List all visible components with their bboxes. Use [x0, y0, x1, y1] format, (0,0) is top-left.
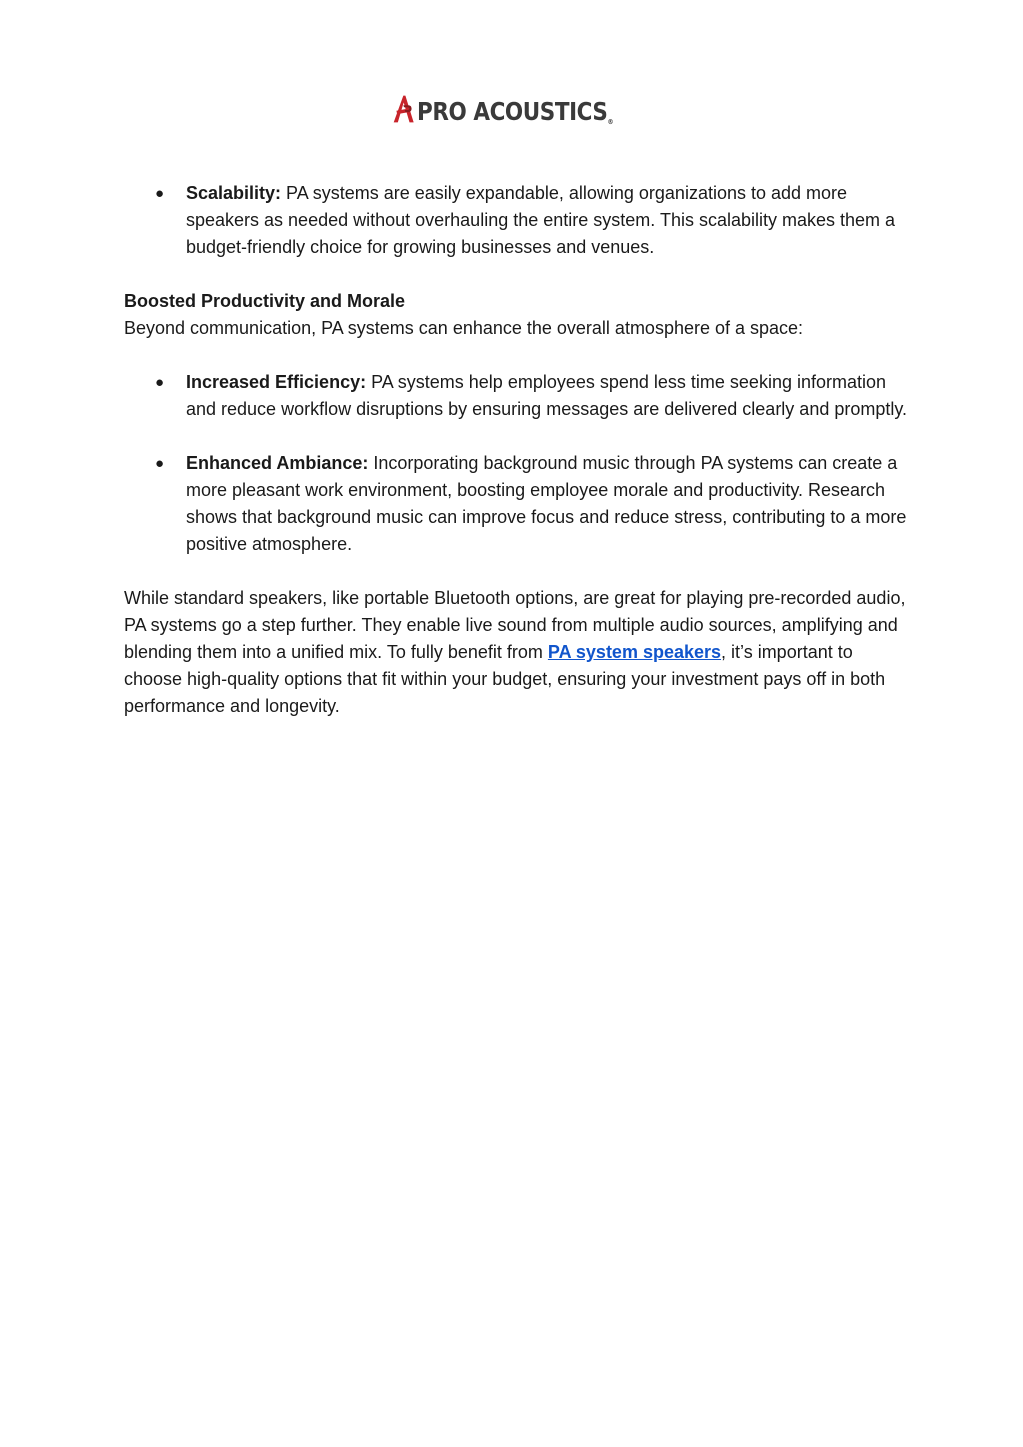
bullet-list-top: [124, 180, 914, 261]
bullet-icon: ●: [155, 374, 165, 391]
closing-text-before-link: While standard speakers, like portable Bluetooth options, are great for playing pre-recorded audio, PA systems go a step further. They enable live sound from multiple audio sources, amplifying and blending them into a unified mix. To fully benefit from: [124, 588, 906, 662]
list-item-text: PA systems are easily expandable, allowing organizations to add more speakers as needed without overhauling the entire system. This scalability makes them a budget-friendly choice for growing businesses and venues.: [186, 183, 896, 257]
list-item-label: Increased Efficiency:: [186, 372, 367, 392]
bullet-icon: ●: [155, 185, 165, 202]
document-body: [124, 180, 914, 720]
section-intro: Beyond communication, PA systems can enhance the overall atmosphere of a space:: [124, 318, 804, 338]
bullet-icon: ●: [155, 455, 165, 472]
closing-text-after-link: , it’s important to choose high-quality options that fit within your budget, ensuring your investment pays off in both performance and longevity.: [124, 642, 886, 716]
list-item-label: Scalability:: [186, 183, 282, 203]
list-item-text: PA systems help employees spend less time seeking information and reduce workflow disruptions by ensuring messages are delivered clearly and promptly.: [186, 372, 908, 419]
bullet-list-section: [124, 369, 914, 558]
logo-wordmark: PRO ACOUSTICS®: [417, 96, 614, 126]
list-item-increased-efficiency: [155, 369, 914, 423]
closing-paragraph: [124, 585, 914, 720]
list-item-scalability: [155, 180, 914, 261]
section-heading: Boosted Productivity and Morale: [124, 291, 406, 311]
pa-system-speakers-link[interactable]: PA system speakers: [547, 642, 722, 662]
list-item-enhanced-ambiance: [155, 450, 914, 558]
pro-acoustics-logo: [393, 68, 645, 150]
list-item-text: Incorporating background music through PA systems can create a more pleasant work environment, boosting employee morale and productivity. Research shows that background music can improve focus and reduce stress, contributing to a more positive atmosphere.: [186, 453, 907, 554]
list-item-label: Enhanced Ambiance:: [186, 453, 369, 473]
pro-acoustics-logo-mark-icon: [393, 68, 415, 150]
